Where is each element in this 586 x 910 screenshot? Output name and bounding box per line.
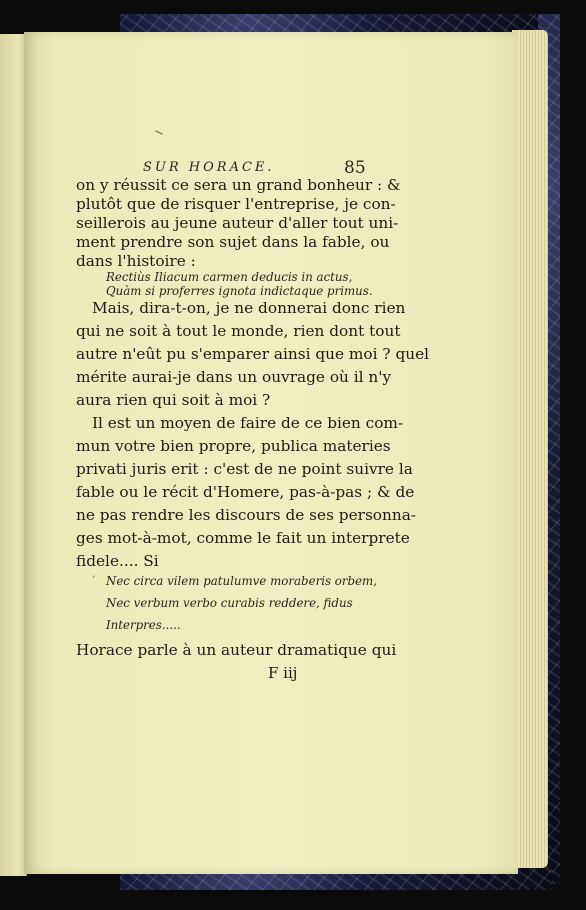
text-line: mérite aurai-je dans un ouvrage où il n'y bbox=[76, 368, 392, 386]
page-number: 85 bbox=[344, 158, 366, 178]
text-line: privati juris erit : c'est de ne point suivre la bbox=[76, 460, 413, 478]
text-line: seillerois au jeune auteur d'aller tout uni- bbox=[76, 214, 399, 232]
text-line: ne pas rendre les discours de ses personna- bbox=[76, 506, 417, 524]
signature-mark: F iij bbox=[268, 664, 298, 682]
text-line: Mais, dira-t-on, je ne donnerai donc rien bbox=[92, 299, 406, 317]
latin-quote-line: Quàm si proferres ignota indictaque primus. bbox=[106, 284, 373, 298]
text-line: mun votre bien propre, publica materies bbox=[76, 437, 391, 455]
text-line: ges mot-à-mot, comme le fait un interprete bbox=[76, 529, 410, 547]
text-line: autre n'eût pu s'emparer ainsi que moi ? quel bbox=[76, 345, 430, 363]
text-line: Horace parle à un auteur dramatique qui bbox=[76, 641, 397, 659]
running-header: SUR HORACE. bbox=[143, 160, 275, 175]
text-line: on y réussit ce sera un grand bonheur : & bbox=[76, 176, 401, 194]
text-line: fable ou le récit d'Homere, pas-à-pas ; & de bbox=[76, 483, 415, 501]
latin-quote-line: Nec verbum verbo curabis reddere, fidus bbox=[106, 596, 353, 610]
latin-quote-line: Nec circa vilem patulumve moraberis orbem, bbox=[106, 574, 377, 588]
left-page-edge bbox=[0, 34, 27, 876]
latin-quote-line: Interpres..... bbox=[106, 618, 181, 632]
text-line: fidele.... Si bbox=[76, 552, 159, 570]
text-line: ment prendre son sujet dans la fable, ou bbox=[76, 233, 390, 251]
marginal-mark: ’ bbox=[92, 575, 96, 586]
text-line: dans l'histoire : bbox=[76, 252, 196, 270]
text-line: qui ne soit à tout le monde, rien dont tout bbox=[76, 322, 401, 340]
text-line: aura rien qui soit à moi ? bbox=[76, 391, 271, 409]
text-line: Il est un moyen de faire de ce bien com- bbox=[92, 414, 404, 432]
text-line: plutôt que de risquer l'entreprise, je con- bbox=[76, 195, 396, 213]
latin-quote-line: Rectiùs Iliacum carmen deducis in actus, bbox=[106, 270, 353, 284]
